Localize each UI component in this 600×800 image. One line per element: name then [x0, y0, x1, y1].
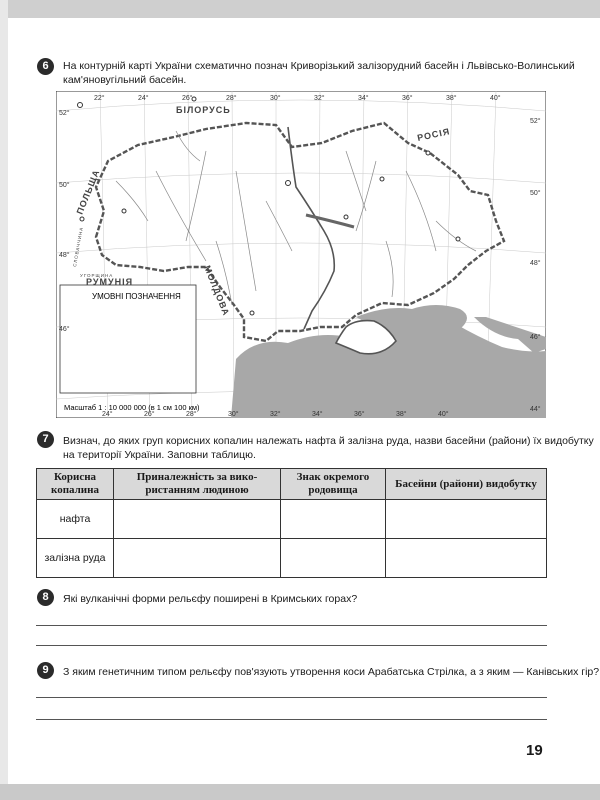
question-6-line-2: кам'яновугільний басейн.	[63, 74, 187, 86]
answer-line[interactable]	[36, 697, 547, 698]
deg-top-26: 26°	[182, 95, 193, 102]
cell-oil: нафта	[37, 500, 114, 539]
deg-bottom-30: 30°	[228, 411, 239, 418]
map-scale: Масштаб 1 : 10 000 000 (в 1 см 100 км)	[64, 403, 200, 412]
header-basins: Басейни (райони) видобутку	[386, 469, 547, 500]
deg-top-40: 40°	[490, 95, 501, 102]
label-russia: РОСІЯ	[416, 126, 452, 143]
question-9-badge: 9	[37, 662, 54, 679]
table-header-row	[37, 469, 547, 500]
question-8-badge: 8	[37, 589, 54, 606]
deg-top-36: 36°	[402, 95, 413, 102]
map-legend-box	[60, 285, 196, 393]
deg-top-30: 30°	[270, 95, 281, 102]
answer-cell[interactable]	[281, 539, 386, 578]
question-6-badge: 6	[37, 58, 54, 75]
label-hungary: УГОРЩИНА	[80, 273, 114, 278]
scan-bottom-edge	[0, 784, 600, 800]
page-number: 19	[526, 742, 543, 759]
deg-right-48: 48°	[530, 260, 541, 267]
answer-cell[interactable]	[281, 500, 386, 539]
answer-line[interactable]	[36, 645, 547, 646]
deg-left-48: 48°	[59, 252, 70, 259]
label-slovakia: СЛОВАЧЧИНА	[72, 226, 85, 268]
answer-line[interactable]	[36, 719, 547, 720]
label-romania: РУМУНІЯ	[86, 277, 134, 287]
deg-left-46: 46°	[59, 326, 70, 333]
header-deposit-sign: Знак окремого родовища	[281, 469, 386, 500]
deg-top-24: 24°	[138, 95, 149, 102]
question-7-badge: 7	[37, 431, 54, 448]
contour-map-ukraine	[56, 91, 546, 418]
deg-left-52: 52°	[59, 110, 70, 117]
deg-right-52: 52°	[530, 118, 541, 125]
question-8-text: Які вулканічні форми рельєфу поширені в Кримських горах?	[63, 593, 358, 605]
scan-top-edge	[0, 0, 600, 18]
answer-cell[interactable]	[114, 539, 281, 578]
deg-bottom-34: 34°	[312, 411, 323, 418]
deg-bottom-36: 36°	[354, 411, 365, 418]
question-9-text: З яким генетичним типом рельєфу пов'язують утворення коси Арабатська Стрілка, а з яким — Канівських гір?	[63, 666, 600, 678]
deg-bottom-40: 40°	[438, 411, 449, 418]
deg-bottom-24: 24°	[102, 411, 113, 418]
answer-cell[interactable]	[114, 500, 281, 539]
minerals-table	[36, 468, 547, 578]
table-row	[37, 539, 547, 578]
deg-bottom-28: 28°	[186, 411, 197, 418]
question-7-line-1: Визнач, до яких груп корисних копалин належать нафта й залізна руда, назви басейни (райони) їх видобутку	[63, 435, 594, 447]
question-6-line-1: На контурній карті України схематично познач Криворізький залізорудний басейн і Львівсько-Волинський	[63, 60, 575, 72]
header-mineral: Корисна копалина	[37, 469, 114, 500]
answer-cell[interactable]	[386, 500, 547, 539]
deg-top-22: 22°	[94, 95, 105, 102]
deg-left-50: 50°	[59, 182, 70, 189]
label-belarus: БІЛОРУСЬ	[176, 105, 231, 115]
deg-top-34: 34°	[358, 95, 369, 102]
deg-top-32: 32°	[314, 95, 325, 102]
deg-right-50: 50°	[530, 190, 541, 197]
cell-iron-ore: залізна руда	[37, 539, 114, 578]
deg-bottom-38: 38°	[396, 411, 407, 418]
deg-top-38: 38°	[446, 95, 457, 102]
question-7-line-2: на території України. Заповни таблицю.	[63, 449, 256, 461]
header-usage-group: Приналежність за використанням людиною	[114, 469, 281, 500]
scan-left-edge	[0, 0, 8, 800]
label-moldova: МОЛДОВА	[202, 264, 232, 318]
label-poland: ПОЛЬЩА	[74, 167, 102, 216]
answer-line[interactable]	[36, 625, 547, 626]
deg-bottom-32: 32°	[270, 411, 281, 418]
deg-top-28: 28°	[226, 95, 237, 102]
answer-cell[interactable]	[386, 539, 547, 578]
deg-right-46: 46°	[530, 334, 541, 341]
deg-right-44: 44°	[530, 406, 541, 413]
map-legend-title: УМОВНІ ПОЗНАЧЕННЯ	[92, 292, 181, 301]
table-row	[37, 500, 547, 539]
deg-bottom-26: 26°	[144, 411, 155, 418]
